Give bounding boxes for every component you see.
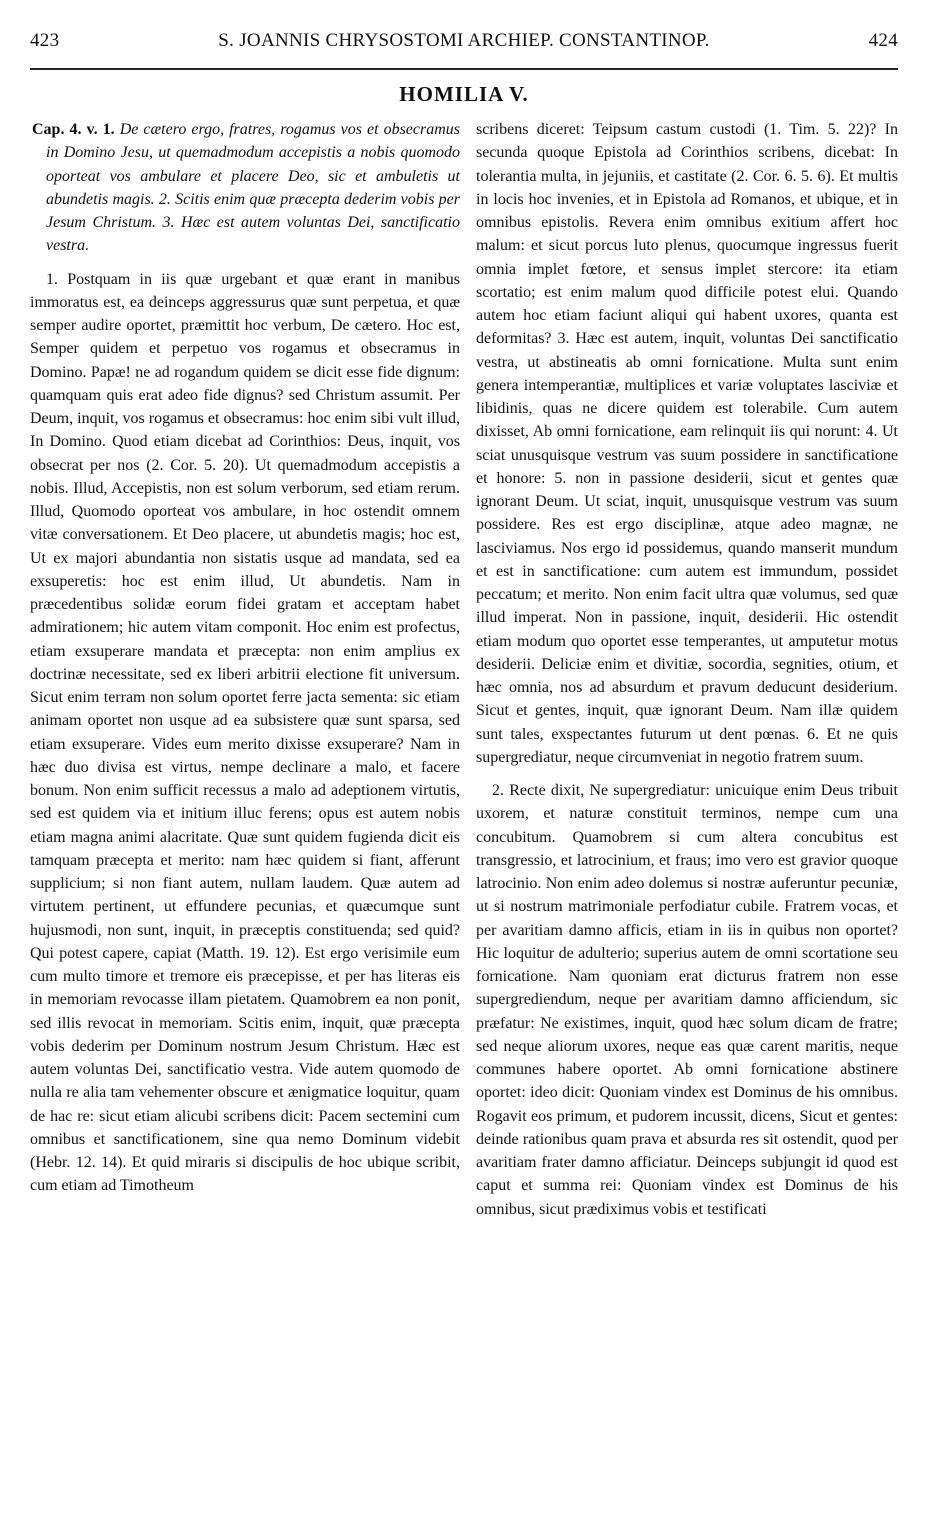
paragraph-gap [476,769,898,779]
right-column [476,118,898,1534]
paragraph-gap [30,258,460,268]
running-head [30,30,898,60]
scripture-lead [30,118,460,258]
page-number-right: 424 [868,30,898,51]
page-number-left: 423 [30,30,60,51]
commentary-paragraph-1: 1. Postquam in iis quæ urgebant et quæ erant in manibus immoratus est, ea deinceps aggressurus quæ sunt perpetua, et quæ semper audire oportet, præmittit hoc verbum, De cætero. Hoc est, Semper quidem et perpetuo vos rogamus et obsecramus in Domino. Papæ! ne ad rogandum quidem se dicit esse fide dignum: quamquam quis erat adeo fide dignus? sed Christum assumit. Per Deum, inquit, vos rogamus et obsecramus: hoc enim sibi vult illud, In Domino. Quod etiam dicebat ad Corinthios: Deus, inquit, vos obsecrat per nos (2. Cor. 5. 20). Ut quemadmodum accepistis a nobis. Illud, Accepistis, non est solum verborum, sed etiam rerum. Illud, Quomodo oporteat vos ambulare, in hoc ostendit omnem vitæ conversationem. Et Deo placere, ut abundetis magis; hoc est, Ut ex majori abundantia non sistatis usque ad mandata, sed ea exsuperetis: hoc est enim illud, Ut abundetis. Nam in præcedentibus solidæ eorum fidei gratam et acceptam habet admirationem; hic autem vitam componit. Hoc enim est profectus, etiam exsuperare mandata et præcepta: non enim amplius ex doctrinæ necessitate, sed ex liberi arbitrii electione fit universum. Sicut enim terram non solum oportet ferre jacta sementa: sic etiam animam oportet non usque ad ea subsistere quæ sunt sparsa, sed etiam exsuperare. Vides eum merito dixisse exsuperare? Nam in hæc duo divisa est virtus, nempe declinare a malo, et facere bonum. Non enim sufficit recessus a malo ad adeptionem virtutis, sed est quidem via et initium illuc ferens; opus est autem nobis etiam magna animi alacritate. Quæ sunt quidem fugienda dicit eis tamquam præcepta et merito: nam hæc quidem si fiant, afferunt supplicium; si non fiant autem, nullam laudem. Quæ autem ad virtutem pertinent, ut effundere pecunias, et quæcumque sunt hujusmodi, non sunt, inquit, in præceptis constituenda; sed quid? Qui potest capere, capiat (Matth. 19. 12). Est ergo verisimile eum cum multo timore et tremore eis præcepisse, et per has literas eis in memoriam revocasse illam pietatem. Quamobrem ea non ponit, sed illis revocat in memoriam. Scitis enim, inquit, quæ præcepta vobis dederim per Dominum nostrum Jesum Christum. Hæc est autem voluntas Dei, sanctificatio vestra. Vide autem quomodo de nulla re alia tam vehementer obscure et ænigmatice loquitur, quam de hac re: sicut etiam alicubi scribens dicit: Pacem sectemini cum omnibus et sanctificationem, sine qua nemo Dominum videbit (Hebr. 12. 14). Et quid miraris si discipulis de hoc ubique scribit, cum etiam ad Timotheum [30,270,460,1195]
chapter-reference: Cap. 4. v. 1. [32,121,115,138]
commentary-paragraph-1-continued: scribens diceret: Teipsum castum custodi (1. Tim. 5. 22)? In secunda quoque Epistola ad Corinthios scribens, dicebat: In tolerantia multa, in jejuniis, et castitate (2. Cor. 6. 5. 6). Et multis in locis hoc invenies, et in Epistola ad Romanos, et ubique, et in omnibus epistolis. Revera enim omnibus exitium affert hoc malum: et sicut porcus luto plenus, quocumque ingressus fuerit omnia implet fœtore, et sensus implet stercore: ita etiam scortatio; est enim malum quod difficile potest elui. Quando autem hoc etiam faciunt aliqui qui habent uxores, quanta est deformitas? 3. Hæc est autem, inquit, voluntas Dei sanctificatio vestra, ut abstineatis ab omni fornicatione. Multa sunt enim genera intemperantiæ, multiplices et variæ voluptates lasciviæ et libidinis, quas ne dicere quidem est tolerabile. Cum autem dixisset, Ab omni fornicatione, eam relinquit iis qui norunt: 4. Ut sciat unusquisque vestrum vas suum possidere in sanctificatione et honore: 5. non in passione desiderii, sicut et gentes quæ ignorant Deum. Ut sciat, inquit, unusquisque vestrum vas suum possidere. Res est ergo disciplinæ, atque adeo magnæ, ne lasciviamus. Nos ergo id possidemus, quando manserit mundum et est in sanctificatione: cum autem est immundum, possidet peccatum; et merito. Non enim facit ultra quæ volumus, sed quæ illud imperat. Non in passione, inquit, desiderii. Hic ostendit etiam modum quo oportet esse temperantes, ut amputetur motus desiderii. Deliciæ enim et divitiæ, socordia, segnities, otium, et hæc omnia, nos ad absurdum et pravum deducunt desiderium. Sicut et gentes, inquit, quæ ignorant Deum. Nam illæ quidem sunt tales, exspectantes futurum ut dent pœnas. 6. Et ne quis supergrediatur, neque circumveniat in negotio fratrem suum. [476,121,898,766]
running-title: S. JOANNIS CHRYSOSTOMI ARCHIEP. CONSTANTINOP. [218,30,710,51]
left-column [30,118,460,1534]
homily-title: HOMILIA V. [399,82,529,106]
header-rule [30,68,898,70]
commentary-paragraph-2: 2. Recte dixit, Ne supergrediatur: unicuique enim Deus tribuit uxorem, et naturæ constituit terminos, nempe cum una concubitum. Quamobrem si cum altera concubitus est transgressio, et latrocinium, et fraus; imo vero est gravior quoque latrocinio. Non enim adeo dolemus si nostræ auferuntur pecuniæ, ut si nostrum matrimoniale perfodiatur cubile. Fratrem vocas, et per avaritiam damno afficis, etiam in iis in quibus non oportet? Hic loquitur de adulterio; superius autem de omni scortatione seu fornicatione. Nam quoniam erat dicturus fratrem non esse supergrediendum, neque per avaritiam damno afficiendum, sic præfatur: Ne existimes, inquit, quod hæc solum dicam de fratre; sed neque aliorum uxores, neque eas quæ carent maritis, neque communes habere oportet. Ab omni fornicatione abstinere oportet: ideo dicit: Quoniam vindex est Dominus de his omnibus. Rogavit eos primum, et pudorem incussit, dicens, Sicut et gentes: deinde rationibus quam prava et absurda res sit ostendit, quod per avaritiam frater damno afficiatur. Deinceps subjungit id quod est caput et summa rei: Quoniam vindex est Dominus de his omnibus, sicut prædiximus vobis et testificati [476,782,898,1218]
scripture-lead-text: De cætero ergo, fratres, rogamus vos et obsecramus in Domino Jesu, ut quemadmodum accepistis a nobis quomodo oporteat vos ambulare et placere Deo, sic et ambuletis ut abundetis magis. 2. Scitis enim quæ præcepta dederim vobis per Jesum Christum. 3. Hæc est autem voluntas Dei, sanctificatio vestra. [46,121,461,255]
